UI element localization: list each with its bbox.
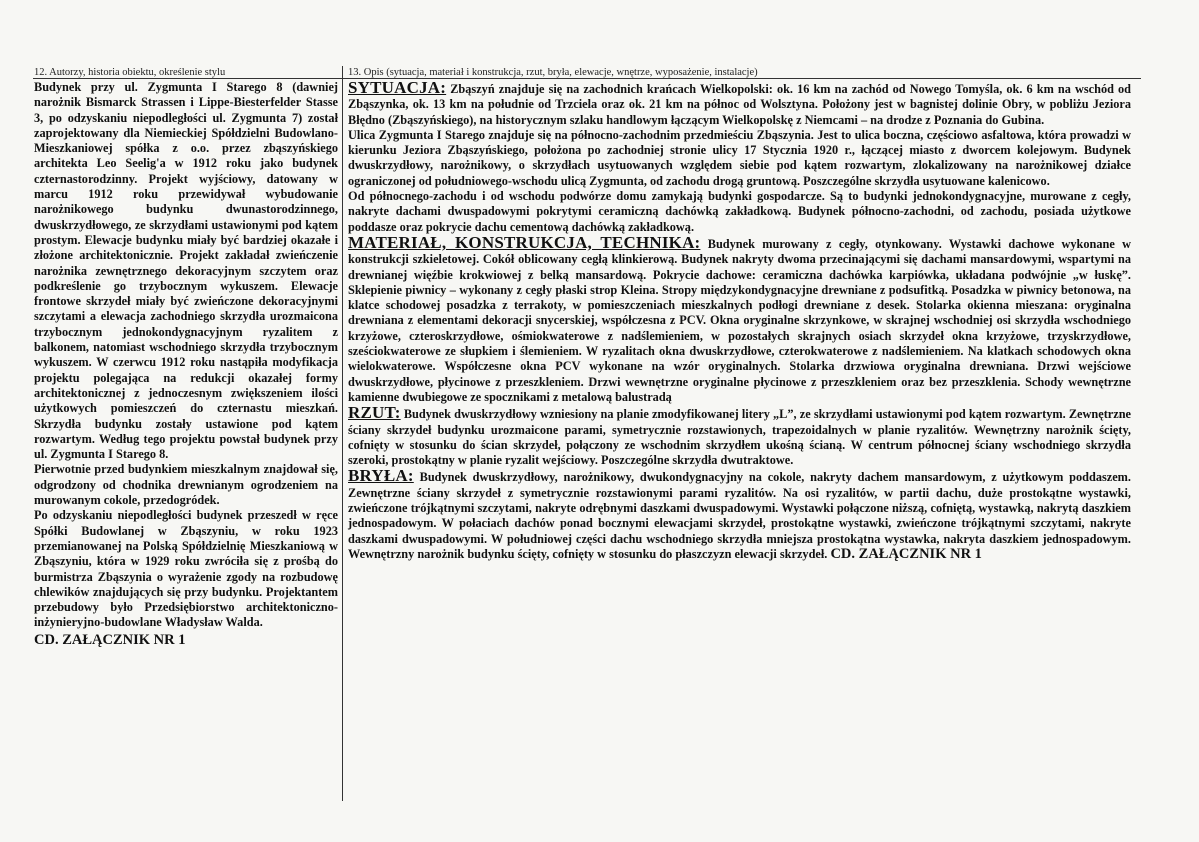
sytuacja-heading: SYTUACJA: xyxy=(348,78,447,97)
sytuacja-paragraph-2: Ulica Zygmunta I Starego znajduje się na północno-zachodnim przedmieściu Zbąszynia. Jest to ulica boczna, częściowo asfaltowa, która prowadzi w kierunku Jeziora Zbąszyńskiego, położona po zachodniej stronie ulicy 17 Stycznia 1920 r., łączącej miasto z dworcem kolejowym. Budynek dwuskrzydłowy, narożnikowy, o skrzydłach usytuowanych względem siebie pod kątem rozwartym, zlokalizowany na narożnikowej działce ograniczonej od południowego-wschodu ulicą Zygmunta, od zachodu drogą gruntową. Poszczególne skrzydła usytuowane kalenicowo. xyxy=(348,127,1131,188)
rzut-heading: RZUT: xyxy=(348,403,401,423)
sytuacja-paragraph-3: Od północnego-zachodu i od wschodu podwórze domu zamykają budynki gospodarcze. Są to budynki jednokondygnacyjne, murowane z cegły, nakryte dachami dwuspadowymi pokrytymi ceramiczną dachówką zakładkową. Budynek północno-zachodni, od zachodu, posiada użytkowe poddasze oraz pokrycie dachu cementową dachówką zakładkową. xyxy=(348,189,1131,234)
sytuacja-paragraph-1 xyxy=(348,80,1131,128)
left-column-header: 12. Autorzy, historia obiektu, określenie stylu xyxy=(34,67,226,78)
bryla-text: Budynek dwuskrzydłowy, narożnikowy, dwukondygnacyjny na cokole, nakryty dachem mansardowym, z użytkowym poddaszem. Zewnętrzne ściany skrzydeł z symetrycznie rozstawionymi parami ryzalitów. Na osi ryzalitów, w partii dachu, duże prostokątne wystawki, zwieńczone trójkątnymi szczytami, nakryte odrębnymi daszkami dwuspadowymi. Wystawki połączone niższą, cofniętą, wystawką, nakrytą daszkiem jednospadowym. W połaciach dachów ponad bocznymi elewacjami skrzydeł, prostokątne wystawki, zwieńczone trójkątnymi szczytami, nakryte daszkami dwuspadowymi. W południowej części dachu wschodniego skrzydła mniejsza prostokątna wystawka, nakryta daszkiem jednospadowym. Wewnętrzny narożnik budynku ścięty, cofnięty w stosunku do płaszczyzn elewacji skrzydeł. xyxy=(348,470,1131,561)
header-divider xyxy=(33,78,1141,79)
bryla-paragraph xyxy=(348,468,1131,562)
material-heading: MATERIAŁ, KONSTRUKCJA, TECHNIKA: xyxy=(348,232,701,252)
material-text: Budynek murowany z cegły, otynkowany. Wystawki dachowe wykonane w konstrukcji szkieletowej. Cokół oblicowany cegłą klinkierową. Budynek nakryty dwoma przecinającymi się dachami mansardowymi, wspartymi na drewnianej więźbie krokwiowej z belką mansardową. Pokrycie dachowe: ceramiczna dachówka karpiówka, układana podwójnie „w łuskę”. Sklepienie piwnicy – wykonany z cegły płaski strop Kleina. Stropy międzykondygnacyjne drewniane z podsufitką. Posadzka w piwnicy betonowa, na klatce schodowej posadzka z terrakoty, w pomieszczeniach mieszkalnych podłogi drewniane z desek. Stolarka okienna mieszana: oryginalna drewniana z elementami dekoracji snycerskiej, współczesna z PCV. Okna oryginalne skrzynkowe, w skrajnej wschodniej osi skrzydła wschodniego krzyżowe, czteroskrzydłowe, ośmiokwaterowe z nadślemieniem, w pozostałych skrajnych osiach skrzydeł okna krzyżowe, trzyskrzydłowe, sześciokwaterowe ze słupkiem i ślemieniem. W ryzalitach okna dwuskrzydłowe, czterokwaterowe z nadślemieniem. Na klatkach schodowych okna wielokwaterowe. Współczesne okna PCV wykonane na wzór oryginalnych. Stolarka drzwiowa oryginalna drewniana. Drzwi wejściowe dwuskrzydłowe, płycinowe z przeszkleniem. Drzwi wewnętrzne oryginalne płycinowe z przeszkleniem oraz bez przeszklenia. Schody wewnętrzne kamienne dwubiegowe ze spocznikami z metalową balustradą xyxy=(348,236,1131,404)
bryla-attachment-note: CD. ZAŁĄCZNIK NR 1 xyxy=(830,545,982,562)
history-paragraph-1: Budynek przy ul. Zygmunta I Starego 8 (dawniej narożnik Bismarck Strassen i Lippe-Biesterfelder Stasse 3, po odzyskaniu niepodległości ul. Zygmunta 7) został zaprojektowany dla Niemieckiej Spółdzielni Budowlano-Mieszkaniowej spółka z o.o. przez zbąszyńskiego architekta Leo Seelig'a w 1912 roku jako budynek czternastorodzinny. Projekt wyjściowy, datowany w marcu 1912 roku przewidywał wybudowanie narożnikowego budynku dwunastorodzinnego, dwuskrzydłowego, ze skrzydłami ustawionymi pod kątem prostym. Elewacje budynku miały być bardziej okazałe i złożone architektonicznie. Projekt zakładał zwieńczenie narożnika zewnętrznego dekoracyjnym szczytem oraz podkreślenie go trzybocznym wykuszem. Elewacje frontowe skrzydeł miały być zwieńczone dekoracyjnymi szczytami a elewacja zachodniego skrzydła urozmaicona trzybocznym jednokondygnacyjnym ryzalitem z balkonem, natomiast wschodniego skrzydła trzybocznym wykuszem. W czerwcu 1912 roku nastąpiła modyfikacja projektu polegająca na redukcji okazałej formy architektonicznej z jednoczesnym zwiększeniem ilości użytkowych pomieszczeń do czternastu mieszkań. Skrzydła budynku zostały ustawione pod kątem rozwartym. Według tego projektu powstał budynek przy ul. Zygmunta I Starego 8. xyxy=(34,80,338,462)
sytuacja-text-1: Zbąszyń znajduje się na zachodnich krańcach Wielkopolski: ok. 16 km na zachód od Nowego Tomyśla, ok. 6 km na wschód od Zbąszynka, ok. 13 km na południe od Trzciela oraz ok. 21 km na północ od Wolsztyna. Położony jest w bagnistej dolinie Obry, w pobliżu Jeziora Błędno (Zbąszyńskiego), na historycznym szlaku handlowym łączącym Wielkopolskę z Niemcami – na drodze z Poznania do Gubina. xyxy=(348,82,1131,127)
history-attachment-note: CD. ZAŁĄCZNIK NR 1 xyxy=(34,631,186,648)
bryla-heading: BRYŁA: xyxy=(348,466,414,486)
history-paragraph-2: Pierwotnie przed budynkiem mieszkalnym znajdował się, odgrodzony od chodnika drewnianym ogrodzeniem na murowanym cokole, przedogródek. xyxy=(34,462,338,508)
history-paragraph-3: Po odzyskaniu niepodległości budynek przeszedł w ręce Spółki Budowlanej w Zbąszyniu, w roku 1923 przemianowanej na Polską Spółdzielnię Mieszkaniową w Zbąszyniu, która w 1929 roku zwróciła się z prośbą do burmistrza Zbąszynia o wyrażenie zgody na rozbudowę chlewików znajdujących się przy budynku. Projektantem przebudowy było Przedsiębiorstwo architektoniczno-inżynieryjno-budowlane Władysław Walda. xyxy=(34,508,338,630)
rzut-text: Budynek dwuskrzydłowy wzniesiony na planie zmodyfikowanej litery „L”, ze skrzydłami ustawionymi pod kątem rozwartym. Zewnętrzne ściany skrzydeł budynku urozmaicone parami, symetrycznie rozstawionych, trapezoidalnych w planie ryzalitów. Wewnętrzny narożnik ścięty, cofnięty w stosunku do ścian skrzydeł, połączony ze wschodnim skrzydłem ukośną ścianą. W centrum północnej ściany wschodniego skrzydła szeroki, prostokątny w planie ryzalit wejściowy. Poszczególne skrzydła dwutraktowe. xyxy=(348,407,1131,468)
right-column-header: 13. Opis (sytuacja, materiał i konstrukcja, rzut, bryła, elewacje, wnętrze, wyposażenie, instalacje) xyxy=(348,67,758,78)
material-paragraph xyxy=(348,232,1131,405)
rzut-paragraph xyxy=(348,405,1131,468)
description-column xyxy=(348,80,1131,562)
history-column xyxy=(34,80,338,648)
column-divider xyxy=(342,66,343,801)
